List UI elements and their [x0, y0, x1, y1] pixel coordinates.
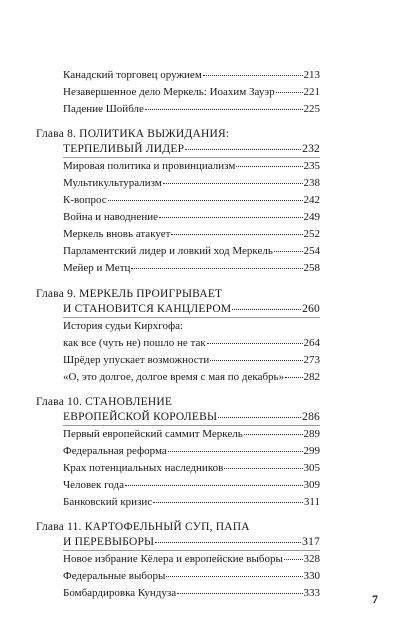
chapter-rule: [63, 317, 320, 318]
toc-entry: Новое избрание Кёлера и европейские выборы 328: [63, 553, 320, 565]
leader-dots: [125, 485, 302, 486]
leader-dots: [236, 166, 302, 167]
toc-entry: Канадский торговец оружием 213: [63, 69, 320, 81]
toc-entry: Парламентский лидер и ловкий ход Меркель 254: [63, 245, 320, 257]
leader-dots: [210, 360, 302, 361]
leader-dots: [244, 434, 303, 435]
toc-entry: как все (чуть не) пошло не так 264: [63, 337, 320, 349]
leader-dots: [274, 251, 303, 252]
leader-dots: [131, 268, 302, 269]
leader-dots: [276, 92, 303, 93]
toc-entry: Банковский кризис 311: [63, 496, 320, 508]
leader-dots: [108, 200, 303, 201]
toc-entry: Первый европейский саммит Меркель 289: [63, 428, 320, 440]
toc-entry: Человек года 309: [63, 479, 320, 491]
chapter-heading-9: Глава 9. МЕРКЕЛЬ ПРОИГРЫВАЕТ: [36, 288, 223, 300]
chapter-heading-9-line2: И СТАНОВИТСЯ КАНЦЛЕРОМ 260: [63, 303, 320, 315]
leader-dots: [284, 559, 303, 560]
toc-entry: Падение Шойбле 225: [63, 103, 320, 115]
leader-dots: [145, 109, 303, 110]
chapter-heading-11: Глава 11. КАРТОФЕЛЬНЫЙ СУП, ПАПА: [36, 521, 250, 533]
leader-dots: [155, 542, 301, 543]
leader-dots: [153, 502, 303, 503]
leader-dots: [171, 234, 302, 235]
toc-entry: «О, это долгое, долгое время с мая по декабрь» 282: [63, 371, 320, 383]
chapter-rule: [63, 425, 320, 426]
leader-dots: [177, 593, 302, 594]
leader-dots: [207, 343, 303, 344]
toc-entry: Федеральная реформа 299: [63, 445, 320, 457]
leader-dots: [185, 149, 301, 150]
toc-entry: Бомбардировка Кундуза 333: [63, 587, 320, 599]
chapter-heading-11-line2: И ПЕРЕВЫБОРЫ 317: [63, 536, 320, 548]
chapter-rule: [63, 157, 320, 158]
leader-dots: [166, 576, 302, 577]
chapter-rule: [63, 550, 320, 551]
leader-dots: [203, 75, 303, 76]
chapter-heading-8: Глава 8. ПОЛИТИКА ВЫЖИДАНИЯ:: [36, 128, 230, 140]
toc-entry: Федеральные выборы 330: [63, 570, 320, 582]
toc-entry: К-вопрос 242: [63, 194, 320, 206]
chapter-heading-10: Глава 10. СТАНОВЛЕНИЕ: [36, 396, 173, 408]
toc-entry: Незавершенное дело Меркель: Иоахим Зауэр 221: [63, 86, 320, 98]
page-number: 7: [372, 592, 378, 606]
leader-dots: [218, 417, 301, 418]
toc-entry: Шрёдер упускает возможности 273: [63, 354, 320, 366]
leader-dots: [232, 309, 301, 310]
toc-entry: Мировая политика и провинциализм 235: [63, 160, 320, 172]
chapter-heading-10-line2: ЕВРОПЕЙСКОЙ КОРОЛЕВЫ 286: [63, 411, 320, 423]
chapter-heading-8-line2: ТЕРПЕЛИВЫЙ ЛИДЕР 232: [63, 143, 320, 155]
leader-dots: [285, 377, 302, 378]
toc-entry: Мультикультурализм 238: [63, 177, 320, 189]
leader-dots: [163, 183, 303, 184]
toc-entry: Меркель вновь атакует 252: [63, 228, 320, 240]
leader-dots: [224, 468, 302, 469]
toc-entry: Война и наводнение 249: [63, 211, 320, 223]
toc-entry: Мейер и Метц 258: [63, 262, 320, 274]
leader-dots: [168, 451, 303, 452]
toc-entry: История судьи Кирхгофа:: [63, 320, 184, 332]
toc-entry: Крах потенциальных наследников 305: [63, 462, 320, 474]
leader-dots: [159, 217, 303, 218]
